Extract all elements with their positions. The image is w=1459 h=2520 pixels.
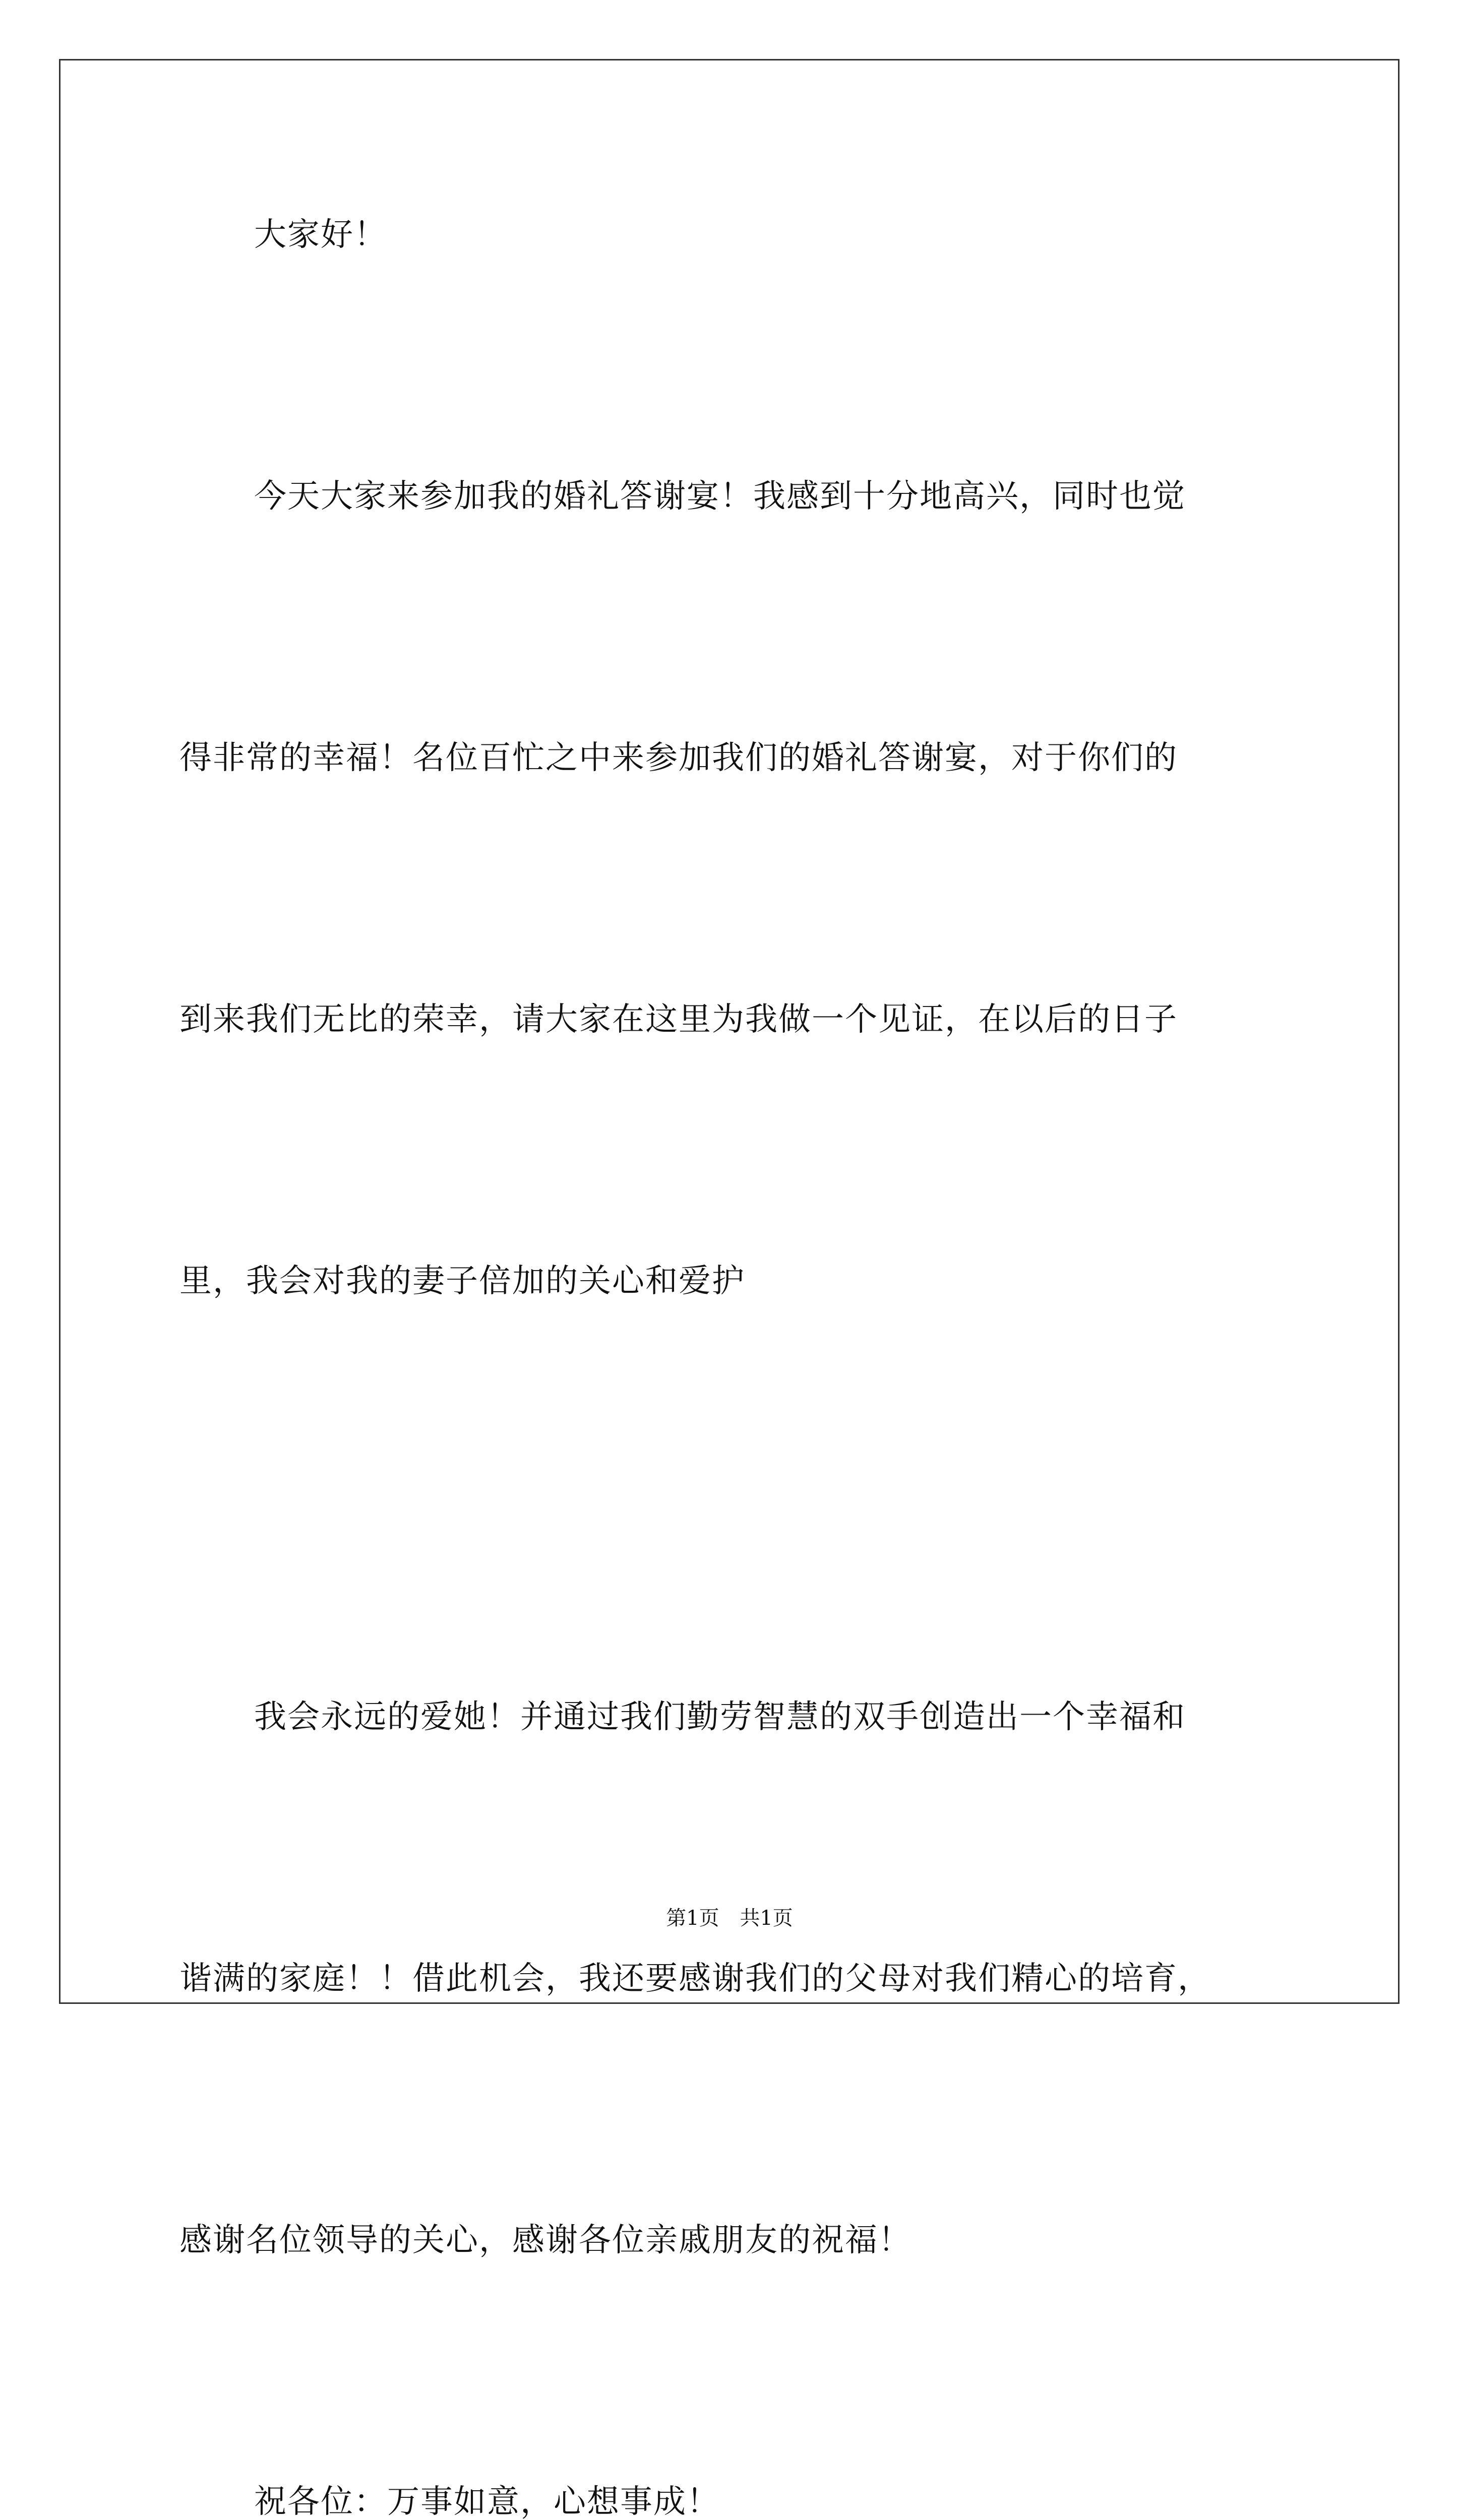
paragraph-line: 里，我会对我的妻子倍加的关心和爱护 bbox=[179, 1263, 745, 1300]
page-number-total: 共1页 bbox=[740, 1907, 793, 1930]
page-footer bbox=[0, 1903, 1459, 1933]
paragraph-3: 祝各位：万事如意，心想事成！ bbox=[254, 2483, 720, 2520]
paragraph-line: 得非常的幸福！名位百忙之中来参加我们的婚礼答谢宴，对于你们的 bbox=[179, 739, 1178, 777]
page-number-current: 第1页 bbox=[666, 1907, 719, 1930]
paragraph-line: 到来我们无比的荣幸，请大家在这里为我做一个见证，在以后的日子 bbox=[179, 1001, 1178, 1038]
paragraph-line: 感谢名位领导的关心，感谢各位亲戚朋友的祝福！ bbox=[179, 2222, 911, 2259]
document-body bbox=[179, 192, 1284, 2520]
greeting-paragraph: 大家好！ bbox=[254, 216, 387, 254]
paragraph-line: 我会永远的爱她！并通过我们勤劳智慧的双手创造出一个幸福和 bbox=[254, 1698, 1186, 1736]
paragraph-line: 谐满的家庭！！借此机会，我还要感谢我们的父母对我们精心的培育， bbox=[179, 1960, 1211, 1997]
paragraph-line: 今天大家来参加我的婚礼答谢宴！我感到十分地高兴，同时也觉 bbox=[254, 478, 1186, 515]
paragraph-2 bbox=[179, 1499, 1284, 2459]
paragraph-1 bbox=[179, 279, 1284, 1499]
